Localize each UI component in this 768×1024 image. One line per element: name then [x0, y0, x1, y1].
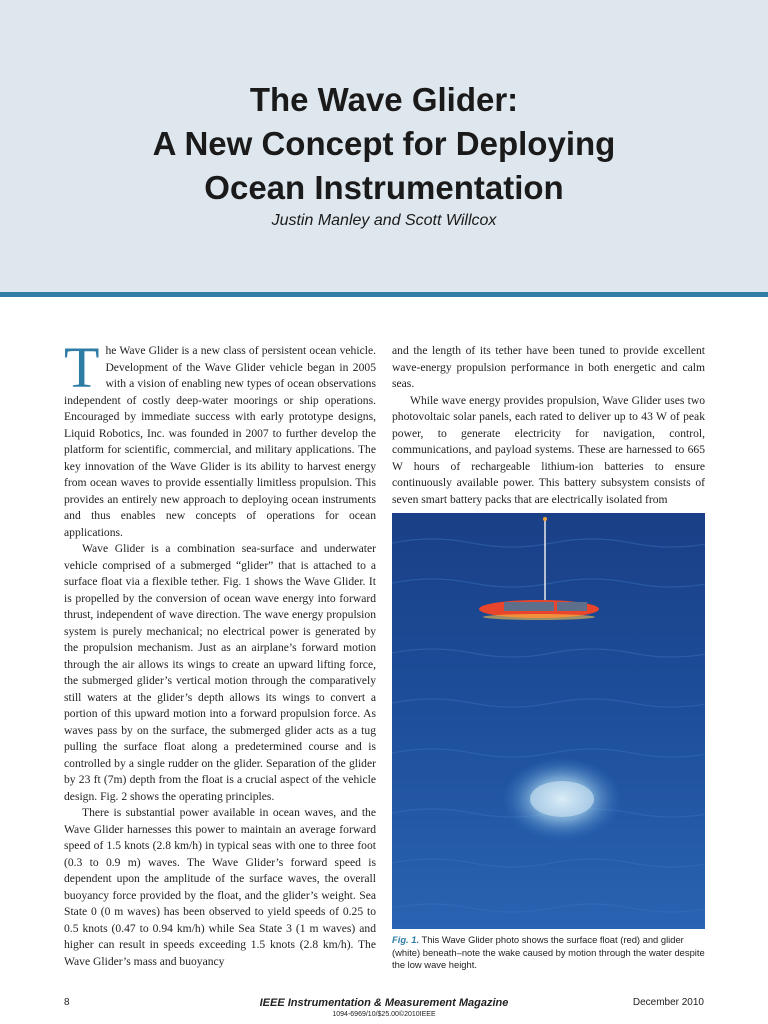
- paragraph-1-text: he Wave Glider is a new class of persistent ocean vehicle. Development of the Wave Glider vehicle began in 2005 with a vision of enabling new types of ocean observations independent of costly deep-water moorings or ship operations. Encouraged by immediate success with early prototype designs, Liquid Robotics, Inc. was founded in 2007 to further develop the platform for scientific, commercial, and military applications. The key innovation of the Wave Glider is its ability to harvest energy from ocean waves to provide essentially limitless propulsion. This provides an entirely new approach to deploying ocean instruments and thus enables new concepts of operations for ocean applications.: [64, 344, 376, 539]
- article-title: [0, 78, 768, 210]
- right-column: [392, 343, 705, 508]
- paragraph-5: While wave energy provides propulsion, Wave Glider uses two photovoltaic solar panels, each rated to deliver up to 43 W of peak power, to generate electricity for navigation, control, communications, and payload systems. These are harnessed to 665 W hours of rechargeable lithium-ion batteries to ensure continuously available power. This battery subsystem consists of seven smart battery packs that are electrically isolated from: [392, 393, 705, 506]
- figure-caption-text: This Wave Glider photo shows the surface float (red) and glider (white) beneath–note the wake caused by motion through the water despite the low wave height.: [392, 934, 705, 970]
- left-column: [64, 335, 376, 970]
- authors: Justin Manley and Scott Willcox: [271, 212, 497, 229]
- issn-line: 1094-6969/10/$25.00©2010IEEE: [332, 1011, 436, 1018]
- magazine-name: IEEE Instrumentation & Measurement Magazine: [259, 997, 509, 1009]
- drop-cap: T: [64, 335, 100, 400]
- title-line-2: A New Concept for Deploying: [152, 125, 616, 162]
- paragraph-1: [64, 335, 376, 541]
- figure-label: Fig. 1.: [392, 934, 420, 945]
- page-number: 8: [64, 997, 70, 1008]
- paragraph-3: There is substantial power available in ocean waves, and the Wave Glider harnesses this power to maintain an average forward speed of 1.5 knots (2.8 km/h) in typical seas with one to three foot (0.3 to 0.9 m) waves. The Wave Glider’s forward speed is dependent upon the amplitude of the surface waves, the overall buoyancy force provided by the float, and the glider’s weight. Sea State 0 (0 m waves) has been observed to yield speeds of 0.25 to 0.5 knots (0.47 to 0.94 km/h) while Sea State 3 (1 m waves) and higher can result in speeds exceeding 1.5 knots (2.8 km/h). The Wave Glider’s mass and buoyancy: [64, 806, 376, 968]
- paragraph-4: and the length of its tether have been tuned to provide excellent wave-energy propulsion performance in both energetic and calm seas.: [392, 344, 705, 390]
- wave-glider-photo: [392, 513, 705, 929]
- antenna-tip: [543, 517, 547, 521]
- solar-panel-right: [557, 602, 587, 611]
- figure-caption: [392, 934, 705, 972]
- float-reflection: [483, 614, 595, 620]
- photo-illustration: [392, 513, 705, 929]
- solar-panel-left: [504, 602, 554, 611]
- header-rule: [0, 292, 768, 297]
- title-line-3: Ocean Instrumentation: [204, 169, 564, 206]
- issue-date: December 2010: [632, 997, 704, 1008]
- title-line-1: The Wave Glider:: [249, 81, 519, 118]
- paragraph-2: Wave Glider is a combination sea-surface and underwater vehicle comprised of a submerged “glider” that is attached to a surface float via a flexible tether. Fig. 1 shows the Wave Glider. It is propelled by the conversion of ocean wave energy into forward thrust, independent of wave direction. The wave energy propulsion system is purely mechanical; no electrical power is generated by the propulsion mechanism. Just as an airplane’s forward motion through the air allows its wings to create an upward lifting force, the submerged glider’s vertical motion through the comparatively still waters at the glider’s depth allows its wings to convert a portion of this upward motion into a forward propulsion force. As waves pass by on the surface, the submerged glider acts as a tug pulling the surface float along a predetermined course and is controlled by a single rudder on the glider. Separation of the glider by 23 ft (7m) depth from the float is a crucial aspect of the vehicle design. Fig. 2 shows the operating principles.: [64, 542, 376, 803]
- glider-core: [530, 781, 594, 817]
